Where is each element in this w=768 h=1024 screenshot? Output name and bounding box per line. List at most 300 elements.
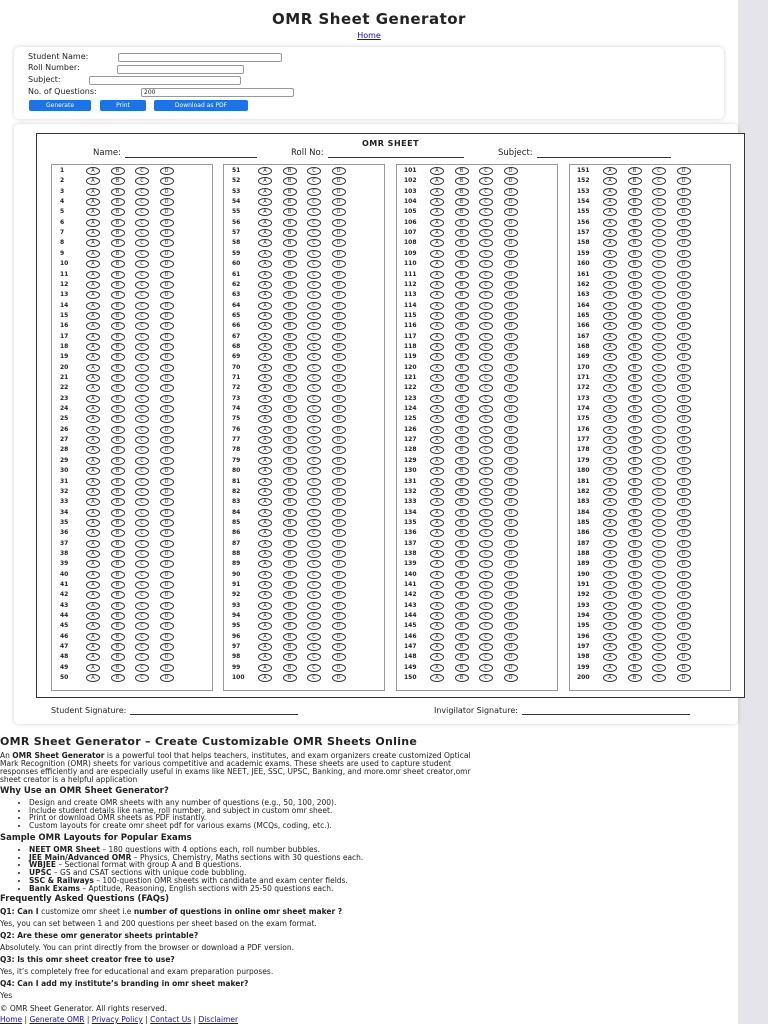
answer-bubble-d[interactable]: D bbox=[160, 426, 174, 434]
answer-bubble-a[interactable]: A bbox=[603, 322, 617, 330]
answer-bubble-a[interactable]: A bbox=[430, 664, 444, 672]
answer-bubble-b[interactable]: B bbox=[111, 177, 125, 185]
answer-bubble-b[interactable]: B bbox=[111, 674, 125, 682]
answer-bubble-a[interactable]: A bbox=[86, 208, 100, 216]
answer-bubble-a[interactable]: A bbox=[258, 436, 272, 444]
answer-bubble-b[interactable]: B bbox=[628, 343, 642, 351]
answer-bubble-c[interactable]: C bbox=[307, 540, 321, 548]
answer-bubble-b[interactable]: B bbox=[628, 550, 642, 558]
answer-bubble-b[interactable]: B bbox=[455, 374, 469, 382]
answer-bubble-a[interactable]: A bbox=[258, 291, 272, 299]
footer-link-disclaimer[interactable]: Disclaimer bbox=[198, 1015, 239, 1024]
answer-bubble-b[interactable]: B bbox=[455, 488, 469, 496]
answer-bubble-c[interactable]: C bbox=[307, 364, 321, 372]
answer-bubble-d[interactable]: D bbox=[677, 622, 691, 630]
answer-bubble-b[interactable]: B bbox=[455, 591, 469, 599]
answer-bubble-b[interactable]: B bbox=[111, 374, 125, 382]
answer-bubble-a[interactable]: A bbox=[258, 540, 272, 548]
answer-bubble-d[interactable]: D bbox=[160, 281, 174, 289]
answer-bubble-a[interactable]: A bbox=[258, 229, 272, 237]
answer-bubble-b[interactable]: B bbox=[111, 322, 125, 330]
answer-bubble-d[interactable]: D bbox=[160, 540, 174, 548]
answer-bubble-c[interactable]: C bbox=[135, 467, 149, 475]
answer-bubble-b[interactable]: B bbox=[283, 529, 297, 537]
answer-bubble-a[interactable]: A bbox=[86, 219, 100, 227]
answer-bubble-c[interactable]: C bbox=[652, 364, 666, 372]
answer-bubble-b[interactable]: B bbox=[283, 343, 297, 351]
answer-bubble-b[interactable]: B bbox=[455, 478, 469, 486]
answer-bubble-a[interactable]: A bbox=[430, 374, 444, 382]
answer-bubble-c[interactable]: C bbox=[652, 374, 666, 382]
answer-bubble-b[interactable]: B bbox=[283, 229, 297, 237]
answer-bubble-a[interactable]: A bbox=[603, 426, 617, 434]
answer-bubble-b[interactable]: B bbox=[455, 384, 469, 392]
answer-bubble-b[interactable]: B bbox=[111, 446, 125, 454]
answer-bubble-d[interactable]: D bbox=[160, 343, 174, 351]
answer-bubble-b[interactable]: B bbox=[628, 540, 642, 548]
answer-bubble-a[interactable]: A bbox=[258, 198, 272, 206]
answer-bubble-a[interactable]: A bbox=[603, 519, 617, 527]
answer-bubble-b[interactable]: B bbox=[455, 457, 469, 465]
answer-bubble-a[interactable]: A bbox=[430, 188, 444, 196]
answer-bubble-b[interactable]: B bbox=[455, 664, 469, 672]
answer-bubble-b[interactable]: B bbox=[283, 581, 297, 589]
answer-bubble-d[interactable]: D bbox=[160, 302, 174, 310]
answer-bubble-b[interactable]: B bbox=[111, 188, 125, 196]
answer-bubble-b[interactable]: B bbox=[111, 529, 125, 537]
answer-bubble-a[interactable]: A bbox=[430, 602, 444, 610]
answer-bubble-a[interactable]: A bbox=[258, 271, 272, 279]
answer-bubble-d[interactable]: D bbox=[504, 457, 518, 465]
answer-bubble-d[interactable]: D bbox=[332, 229, 346, 237]
answer-bubble-c[interactable]: C bbox=[652, 436, 666, 444]
answer-bubble-d[interactable]: D bbox=[332, 622, 346, 630]
answer-bubble-c[interactable]: C bbox=[135, 291, 149, 299]
answer-bubble-c[interactable]: C bbox=[652, 653, 666, 661]
answer-bubble-b[interactable]: B bbox=[628, 322, 642, 330]
answer-bubble-d[interactable]: D bbox=[677, 498, 691, 506]
answer-bubble-d[interactable]: D bbox=[504, 208, 518, 216]
answer-bubble-a[interactable]: A bbox=[86, 591, 100, 599]
answer-bubble-d[interactable]: D bbox=[160, 498, 174, 506]
answer-bubble-b[interactable]: B bbox=[283, 540, 297, 548]
answer-bubble-b[interactable]: B bbox=[455, 633, 469, 641]
answer-bubble-c[interactable]: C bbox=[307, 571, 321, 579]
answer-bubble-a[interactable]: A bbox=[603, 602, 617, 610]
answer-bubble-b[interactable]: B bbox=[283, 602, 297, 610]
answer-bubble-d[interactable]: D bbox=[677, 633, 691, 641]
answer-bubble-c[interactable]: C bbox=[135, 343, 149, 351]
answer-bubble-c[interactable]: C bbox=[479, 271, 493, 279]
answer-bubble-d[interactable]: D bbox=[160, 664, 174, 672]
answer-bubble-b[interactable]: B bbox=[628, 208, 642, 216]
answer-bubble-b[interactable]: B bbox=[628, 674, 642, 682]
answer-bubble-d[interactable]: D bbox=[160, 602, 174, 610]
answer-bubble-c[interactable]: C bbox=[479, 353, 493, 361]
answer-bubble-d[interactable]: D bbox=[677, 198, 691, 206]
answer-bubble-b[interactable]: B bbox=[283, 250, 297, 258]
answer-bubble-b[interactable]: B bbox=[111, 260, 125, 268]
answer-bubble-c[interactable]: C bbox=[307, 374, 321, 382]
answer-bubble-b[interactable]: B bbox=[628, 177, 642, 185]
answer-bubble-c[interactable]: C bbox=[479, 498, 493, 506]
answer-bubble-b[interactable]: B bbox=[628, 415, 642, 423]
answer-bubble-c[interactable]: C bbox=[479, 343, 493, 351]
answer-bubble-b[interactable]: B bbox=[628, 271, 642, 279]
answer-bubble-d[interactable]: D bbox=[677, 333, 691, 341]
answer-bubble-c[interactable]: C bbox=[479, 219, 493, 227]
answer-bubble-d[interactable]: D bbox=[504, 519, 518, 527]
answer-bubble-c[interactable]: C bbox=[479, 643, 493, 651]
answer-bubble-a[interactable]: A bbox=[430, 540, 444, 548]
answer-bubble-a[interactable]: A bbox=[603, 239, 617, 247]
answer-bubble-a[interactable]: A bbox=[86, 622, 100, 630]
answer-bubble-b[interactable]: B bbox=[283, 364, 297, 372]
answer-bubble-a[interactable]: A bbox=[430, 467, 444, 475]
answer-bubble-d[interactable]: D bbox=[677, 426, 691, 434]
answer-bubble-b[interactable]: B bbox=[455, 291, 469, 299]
answer-bubble-b[interactable]: B bbox=[455, 405, 469, 413]
answer-bubble-c[interactable]: C bbox=[479, 322, 493, 330]
answer-bubble-d[interactable]: D bbox=[160, 291, 174, 299]
answer-bubble-c[interactable]: C bbox=[652, 198, 666, 206]
answer-bubble-d[interactable]: D bbox=[677, 467, 691, 475]
answer-bubble-c[interactable]: C bbox=[307, 219, 321, 227]
answer-bubble-c[interactable]: C bbox=[479, 467, 493, 475]
answer-bubble-a[interactable]: A bbox=[430, 643, 444, 651]
answer-bubble-b[interactable]: B bbox=[628, 560, 642, 568]
answer-bubble-a[interactable]: A bbox=[430, 384, 444, 392]
answer-bubble-c[interactable]: C bbox=[135, 519, 149, 527]
answer-bubble-d[interactable]: D bbox=[332, 384, 346, 392]
answer-bubble-c[interactable]: C bbox=[652, 229, 666, 237]
answer-bubble-d[interactable]: D bbox=[332, 643, 346, 651]
answer-bubble-d[interactable]: D bbox=[677, 591, 691, 599]
answer-bubble-d[interactable]: D bbox=[160, 405, 174, 413]
answer-bubble-a[interactable]: A bbox=[258, 622, 272, 630]
answer-bubble-a[interactable]: A bbox=[603, 291, 617, 299]
answer-bubble-a[interactable]: A bbox=[603, 488, 617, 496]
answer-bubble-b[interactable]: B bbox=[111, 405, 125, 413]
answer-bubble-c[interactable]: C bbox=[307, 281, 321, 289]
answer-bubble-d[interactable]: D bbox=[504, 177, 518, 185]
answer-bubble-a[interactable]: A bbox=[603, 219, 617, 227]
answer-bubble-c[interactable]: C bbox=[479, 529, 493, 537]
answer-bubble-a[interactable]: A bbox=[430, 260, 444, 268]
answer-bubble-b[interactable]: B bbox=[283, 436, 297, 444]
answer-bubble-a[interactable]: A bbox=[603, 446, 617, 454]
answer-bubble-a[interactable]: A bbox=[430, 198, 444, 206]
answer-bubble-b[interactable]: B bbox=[283, 509, 297, 517]
answer-bubble-d[interactable]: D bbox=[677, 509, 691, 517]
answer-bubble-b[interactable]: B bbox=[111, 612, 125, 620]
answer-bubble-c[interactable]: C bbox=[135, 571, 149, 579]
answer-bubble-d[interactable]: D bbox=[160, 633, 174, 641]
answer-bubble-a[interactable]: A bbox=[430, 457, 444, 465]
answer-bubble-b[interactable]: B bbox=[628, 478, 642, 486]
answer-bubble-a[interactable]: A bbox=[430, 364, 444, 372]
answer-bubble-a[interactable]: A bbox=[430, 581, 444, 589]
answer-bubble-c[interactable]: C bbox=[135, 250, 149, 258]
answer-bubble-d[interactable]: D bbox=[160, 395, 174, 403]
answer-bubble-c[interactable]: C bbox=[652, 612, 666, 620]
answer-bubble-a[interactable]: A bbox=[603, 374, 617, 382]
answer-bubble-c[interactable]: C bbox=[135, 374, 149, 382]
answer-bubble-d[interactable]: D bbox=[160, 188, 174, 196]
answer-bubble-d[interactable]: D bbox=[504, 353, 518, 361]
answer-bubble-c[interactable]: C bbox=[479, 478, 493, 486]
answer-bubble-b[interactable]: B bbox=[283, 415, 297, 423]
answer-bubble-c[interactable]: C bbox=[135, 426, 149, 434]
answer-bubble-c[interactable]: C bbox=[135, 602, 149, 610]
answer-bubble-d[interactable]: D bbox=[160, 560, 174, 568]
answer-bubble-a[interactable]: A bbox=[603, 550, 617, 558]
answer-bubble-b[interactable]: B bbox=[455, 343, 469, 351]
answer-bubble-d[interactable]: D bbox=[504, 664, 518, 672]
answer-bubble-d[interactable]: D bbox=[332, 364, 346, 372]
answer-bubble-c[interactable]: C bbox=[307, 602, 321, 610]
answer-bubble-b[interactable]: B bbox=[283, 488, 297, 496]
answer-bubble-a[interactable]: A bbox=[430, 622, 444, 630]
answer-bubble-a[interactable]: A bbox=[258, 612, 272, 620]
answer-bubble-c[interactable]: C bbox=[652, 488, 666, 496]
answer-bubble-c[interactable]: C bbox=[135, 633, 149, 641]
answer-bubble-d[interactable]: D bbox=[504, 622, 518, 630]
answer-bubble-d[interactable]: D bbox=[332, 560, 346, 568]
answer-bubble-c[interactable]: C bbox=[135, 436, 149, 444]
answer-bubble-a[interactable]: A bbox=[86, 322, 100, 330]
answer-bubble-b[interactable]: B bbox=[283, 498, 297, 506]
answer-bubble-a[interactable]: A bbox=[603, 571, 617, 579]
answer-bubble-b[interactable]: B bbox=[111, 622, 125, 630]
answer-bubble-a[interactable]: A bbox=[86, 281, 100, 289]
answer-bubble-c[interactable]: C bbox=[307, 581, 321, 589]
answer-bubble-d[interactable]: D bbox=[504, 415, 518, 423]
answer-bubble-c[interactable]: C bbox=[652, 426, 666, 434]
answer-bubble-d[interactable]: D bbox=[160, 260, 174, 268]
answer-bubble-d[interactable]: D bbox=[504, 436, 518, 444]
answer-bubble-a[interactable]: A bbox=[86, 664, 100, 672]
answer-bubble-a[interactable]: A bbox=[603, 415, 617, 423]
answer-bubble-a[interactable]: A bbox=[603, 498, 617, 506]
answer-bubble-c[interactable]: C bbox=[307, 322, 321, 330]
answer-bubble-b[interactable]: B bbox=[455, 250, 469, 258]
answer-bubble-c[interactable]: C bbox=[135, 353, 149, 361]
answer-bubble-d[interactable]: D bbox=[332, 498, 346, 506]
answer-bubble-a[interactable]: A bbox=[258, 550, 272, 558]
answer-bubble-a[interactable]: A bbox=[86, 633, 100, 641]
answer-bubble-d[interactable]: D bbox=[677, 581, 691, 589]
answer-bubble-d[interactable]: D bbox=[504, 488, 518, 496]
answer-bubble-b[interactable]: B bbox=[111, 664, 125, 672]
answer-bubble-d[interactable]: D bbox=[332, 333, 346, 341]
answer-bubble-d[interactable]: D bbox=[332, 312, 346, 320]
answer-bubble-c[interactable]: C bbox=[135, 177, 149, 185]
answer-bubble-b[interactable]: B bbox=[628, 239, 642, 247]
answer-bubble-b[interactable]: B bbox=[628, 664, 642, 672]
answer-bubble-d[interactable]: D bbox=[677, 281, 691, 289]
answer-bubble-d[interactable]: D bbox=[160, 509, 174, 517]
answer-bubble-c[interactable]: C bbox=[307, 271, 321, 279]
answer-bubble-d[interactable]: D bbox=[332, 208, 346, 216]
answer-bubble-c[interactable]: C bbox=[652, 467, 666, 475]
answer-bubble-a[interactable]: A bbox=[603, 664, 617, 672]
answer-bubble-a[interactable]: A bbox=[258, 467, 272, 475]
answer-bubble-d[interactable]: D bbox=[504, 405, 518, 413]
answer-bubble-b[interactable]: B bbox=[455, 333, 469, 341]
answer-bubble-b[interactable]: B bbox=[111, 271, 125, 279]
answer-bubble-d[interactable]: D bbox=[504, 188, 518, 196]
answer-bubble-b[interactable]: B bbox=[455, 353, 469, 361]
answer-bubble-b[interactable]: B bbox=[283, 333, 297, 341]
answer-bubble-a[interactable]: A bbox=[258, 208, 272, 216]
answer-bubble-a[interactable]: A bbox=[603, 188, 617, 196]
answer-bubble-a[interactable]: A bbox=[86, 498, 100, 506]
answer-bubble-d[interactable]: D bbox=[677, 167, 691, 175]
answer-bubble-d[interactable]: D bbox=[160, 415, 174, 423]
answer-bubble-b[interactable]: B bbox=[628, 602, 642, 610]
answer-bubble-d[interactable]: D bbox=[160, 177, 174, 185]
answer-bubble-d[interactable]: D bbox=[504, 602, 518, 610]
answer-bubble-a[interactable]: A bbox=[603, 250, 617, 258]
answer-bubble-b[interactable]: B bbox=[111, 353, 125, 361]
answer-bubble-d[interactable]: D bbox=[160, 622, 174, 630]
answer-bubble-d[interactable]: D bbox=[677, 488, 691, 496]
answer-bubble-d[interactable]: D bbox=[160, 250, 174, 258]
answer-bubble-b[interactable]: B bbox=[455, 322, 469, 330]
answer-bubble-c[interactable]: C bbox=[479, 281, 493, 289]
answer-bubble-c[interactable]: C bbox=[135, 208, 149, 216]
answer-bubble-d[interactable]: D bbox=[677, 260, 691, 268]
answer-bubble-c[interactable]: C bbox=[307, 239, 321, 247]
answer-bubble-c[interactable]: C bbox=[307, 415, 321, 423]
answer-bubble-d[interactable]: D bbox=[677, 239, 691, 247]
answer-bubble-c[interactable]: C bbox=[652, 446, 666, 454]
answer-bubble-d[interactable]: D bbox=[504, 167, 518, 175]
answer-bubble-c[interactable]: C bbox=[307, 260, 321, 268]
answer-bubble-a[interactable]: A bbox=[603, 612, 617, 620]
answer-bubble-c[interactable]: C bbox=[479, 622, 493, 630]
answer-bubble-a[interactable]: A bbox=[86, 519, 100, 527]
answer-bubble-c[interactable]: C bbox=[652, 239, 666, 247]
answer-bubble-a[interactable]: A bbox=[430, 498, 444, 506]
answer-bubble-b[interactable]: B bbox=[455, 271, 469, 279]
answer-bubble-c[interactable]: C bbox=[135, 509, 149, 517]
answer-bubble-b[interactable]: B bbox=[455, 302, 469, 310]
answer-bubble-d[interactable]: D bbox=[160, 478, 174, 486]
answer-bubble-c[interactable]: C bbox=[479, 395, 493, 403]
answer-bubble-b[interactable]: B bbox=[111, 498, 125, 506]
answer-bubble-d[interactable]: D bbox=[504, 364, 518, 372]
student-name-input[interactable] bbox=[118, 53, 282, 62]
answer-bubble-d[interactable]: D bbox=[504, 446, 518, 454]
answer-bubble-b[interactable]: B bbox=[283, 177, 297, 185]
answer-bubble-b[interactable]: B bbox=[283, 167, 297, 175]
answer-bubble-a[interactable]: A bbox=[258, 591, 272, 599]
answer-bubble-a[interactable]: A bbox=[603, 333, 617, 341]
answer-bubble-d[interactable]: D bbox=[677, 312, 691, 320]
answer-bubble-a[interactable]: A bbox=[86, 540, 100, 548]
answer-bubble-a[interactable]: A bbox=[430, 415, 444, 423]
answer-bubble-d[interactable]: D bbox=[160, 239, 174, 247]
answer-bubble-a[interactable]: A bbox=[603, 457, 617, 465]
answer-bubble-d[interactable]: D bbox=[160, 198, 174, 206]
answer-bubble-b[interactable]: B bbox=[111, 426, 125, 434]
answer-bubble-a[interactable]: A bbox=[258, 260, 272, 268]
answer-bubble-d[interactable]: D bbox=[332, 446, 346, 454]
answer-bubble-c[interactable]: C bbox=[652, 560, 666, 568]
answer-bubble-a[interactable]: A bbox=[603, 395, 617, 403]
answer-bubble-a[interactable]: A bbox=[258, 488, 272, 496]
answer-bubble-a[interactable]: A bbox=[86, 415, 100, 423]
answer-bubble-d[interactable]: D bbox=[332, 405, 346, 413]
answer-bubble-a[interactable]: A bbox=[430, 426, 444, 434]
answer-bubble-d[interactable]: D bbox=[332, 219, 346, 227]
answer-bubble-c[interactable]: C bbox=[307, 167, 321, 175]
answer-bubble-a[interactable]: A bbox=[86, 478, 100, 486]
answer-bubble-b[interactable]: B bbox=[283, 281, 297, 289]
answer-bubble-a[interactable]: A bbox=[258, 188, 272, 196]
answer-bubble-c[interactable]: C bbox=[135, 281, 149, 289]
answer-bubble-d[interactable]: D bbox=[677, 405, 691, 413]
answer-bubble-b[interactable]: B bbox=[111, 653, 125, 661]
answer-bubble-c[interactable]: C bbox=[307, 229, 321, 237]
answer-bubble-c[interactable]: C bbox=[135, 384, 149, 392]
answer-bubble-d[interactable]: D bbox=[677, 519, 691, 527]
answer-bubble-a[interactable]: A bbox=[86, 436, 100, 444]
answer-bubble-b[interactable]: B bbox=[111, 167, 125, 175]
answer-bubble-d[interactable]: D bbox=[160, 457, 174, 465]
answer-bubble-c[interactable]: C bbox=[135, 260, 149, 268]
answer-bubble-a[interactable]: A bbox=[86, 446, 100, 454]
answer-bubble-c[interactable]: C bbox=[135, 664, 149, 672]
num-questions-input[interactable]: 200 bbox=[141, 88, 294, 97]
answer-bubble-c[interactable]: C bbox=[135, 219, 149, 227]
answer-bubble-d[interactable]: D bbox=[504, 239, 518, 247]
answer-bubble-b[interactable]: B bbox=[283, 571, 297, 579]
answer-bubble-c[interactable]: C bbox=[479, 333, 493, 341]
answer-bubble-a[interactable]: A bbox=[258, 571, 272, 579]
answer-bubble-c[interactable]: C bbox=[479, 602, 493, 610]
answer-bubble-a[interactable]: A bbox=[603, 384, 617, 392]
answer-bubble-d[interactable]: D bbox=[504, 250, 518, 258]
answer-bubble-c[interactable]: C bbox=[307, 488, 321, 496]
answer-bubble-b[interactable]: B bbox=[111, 239, 125, 247]
answer-bubble-c[interactable]: C bbox=[652, 395, 666, 403]
answer-bubble-b[interactable]: B bbox=[111, 602, 125, 610]
answer-bubble-c[interactable]: C bbox=[652, 219, 666, 227]
answer-bubble-a[interactable]: A bbox=[86, 177, 100, 185]
answer-bubble-c[interactable]: C bbox=[135, 415, 149, 423]
answer-bubble-b[interactable]: B bbox=[283, 550, 297, 558]
answer-bubble-d[interactable]: D bbox=[504, 467, 518, 475]
answer-bubble-a[interactable]: A bbox=[258, 446, 272, 454]
answer-bubble-a[interactable]: A bbox=[258, 405, 272, 413]
answer-bubble-c[interactable]: C bbox=[307, 395, 321, 403]
answer-bubble-c[interactable]: C bbox=[652, 664, 666, 672]
answer-bubble-b[interactable]: B bbox=[283, 612, 297, 620]
answer-bubble-d[interactable]: D bbox=[504, 674, 518, 682]
answer-bubble-d[interactable]: D bbox=[332, 415, 346, 423]
answer-bubble-c[interactable]: C bbox=[135, 167, 149, 175]
answer-bubble-a[interactable]: A bbox=[86, 560, 100, 568]
answer-bubble-b[interactable]: B bbox=[283, 395, 297, 403]
answer-bubble-b[interactable]: B bbox=[455, 219, 469, 227]
answer-bubble-b[interactable]: B bbox=[111, 550, 125, 558]
answer-bubble-d[interactable]: D bbox=[160, 674, 174, 682]
answer-bubble-c[interactable]: C bbox=[652, 333, 666, 341]
answer-bubble-b[interactable]: B bbox=[628, 571, 642, 579]
